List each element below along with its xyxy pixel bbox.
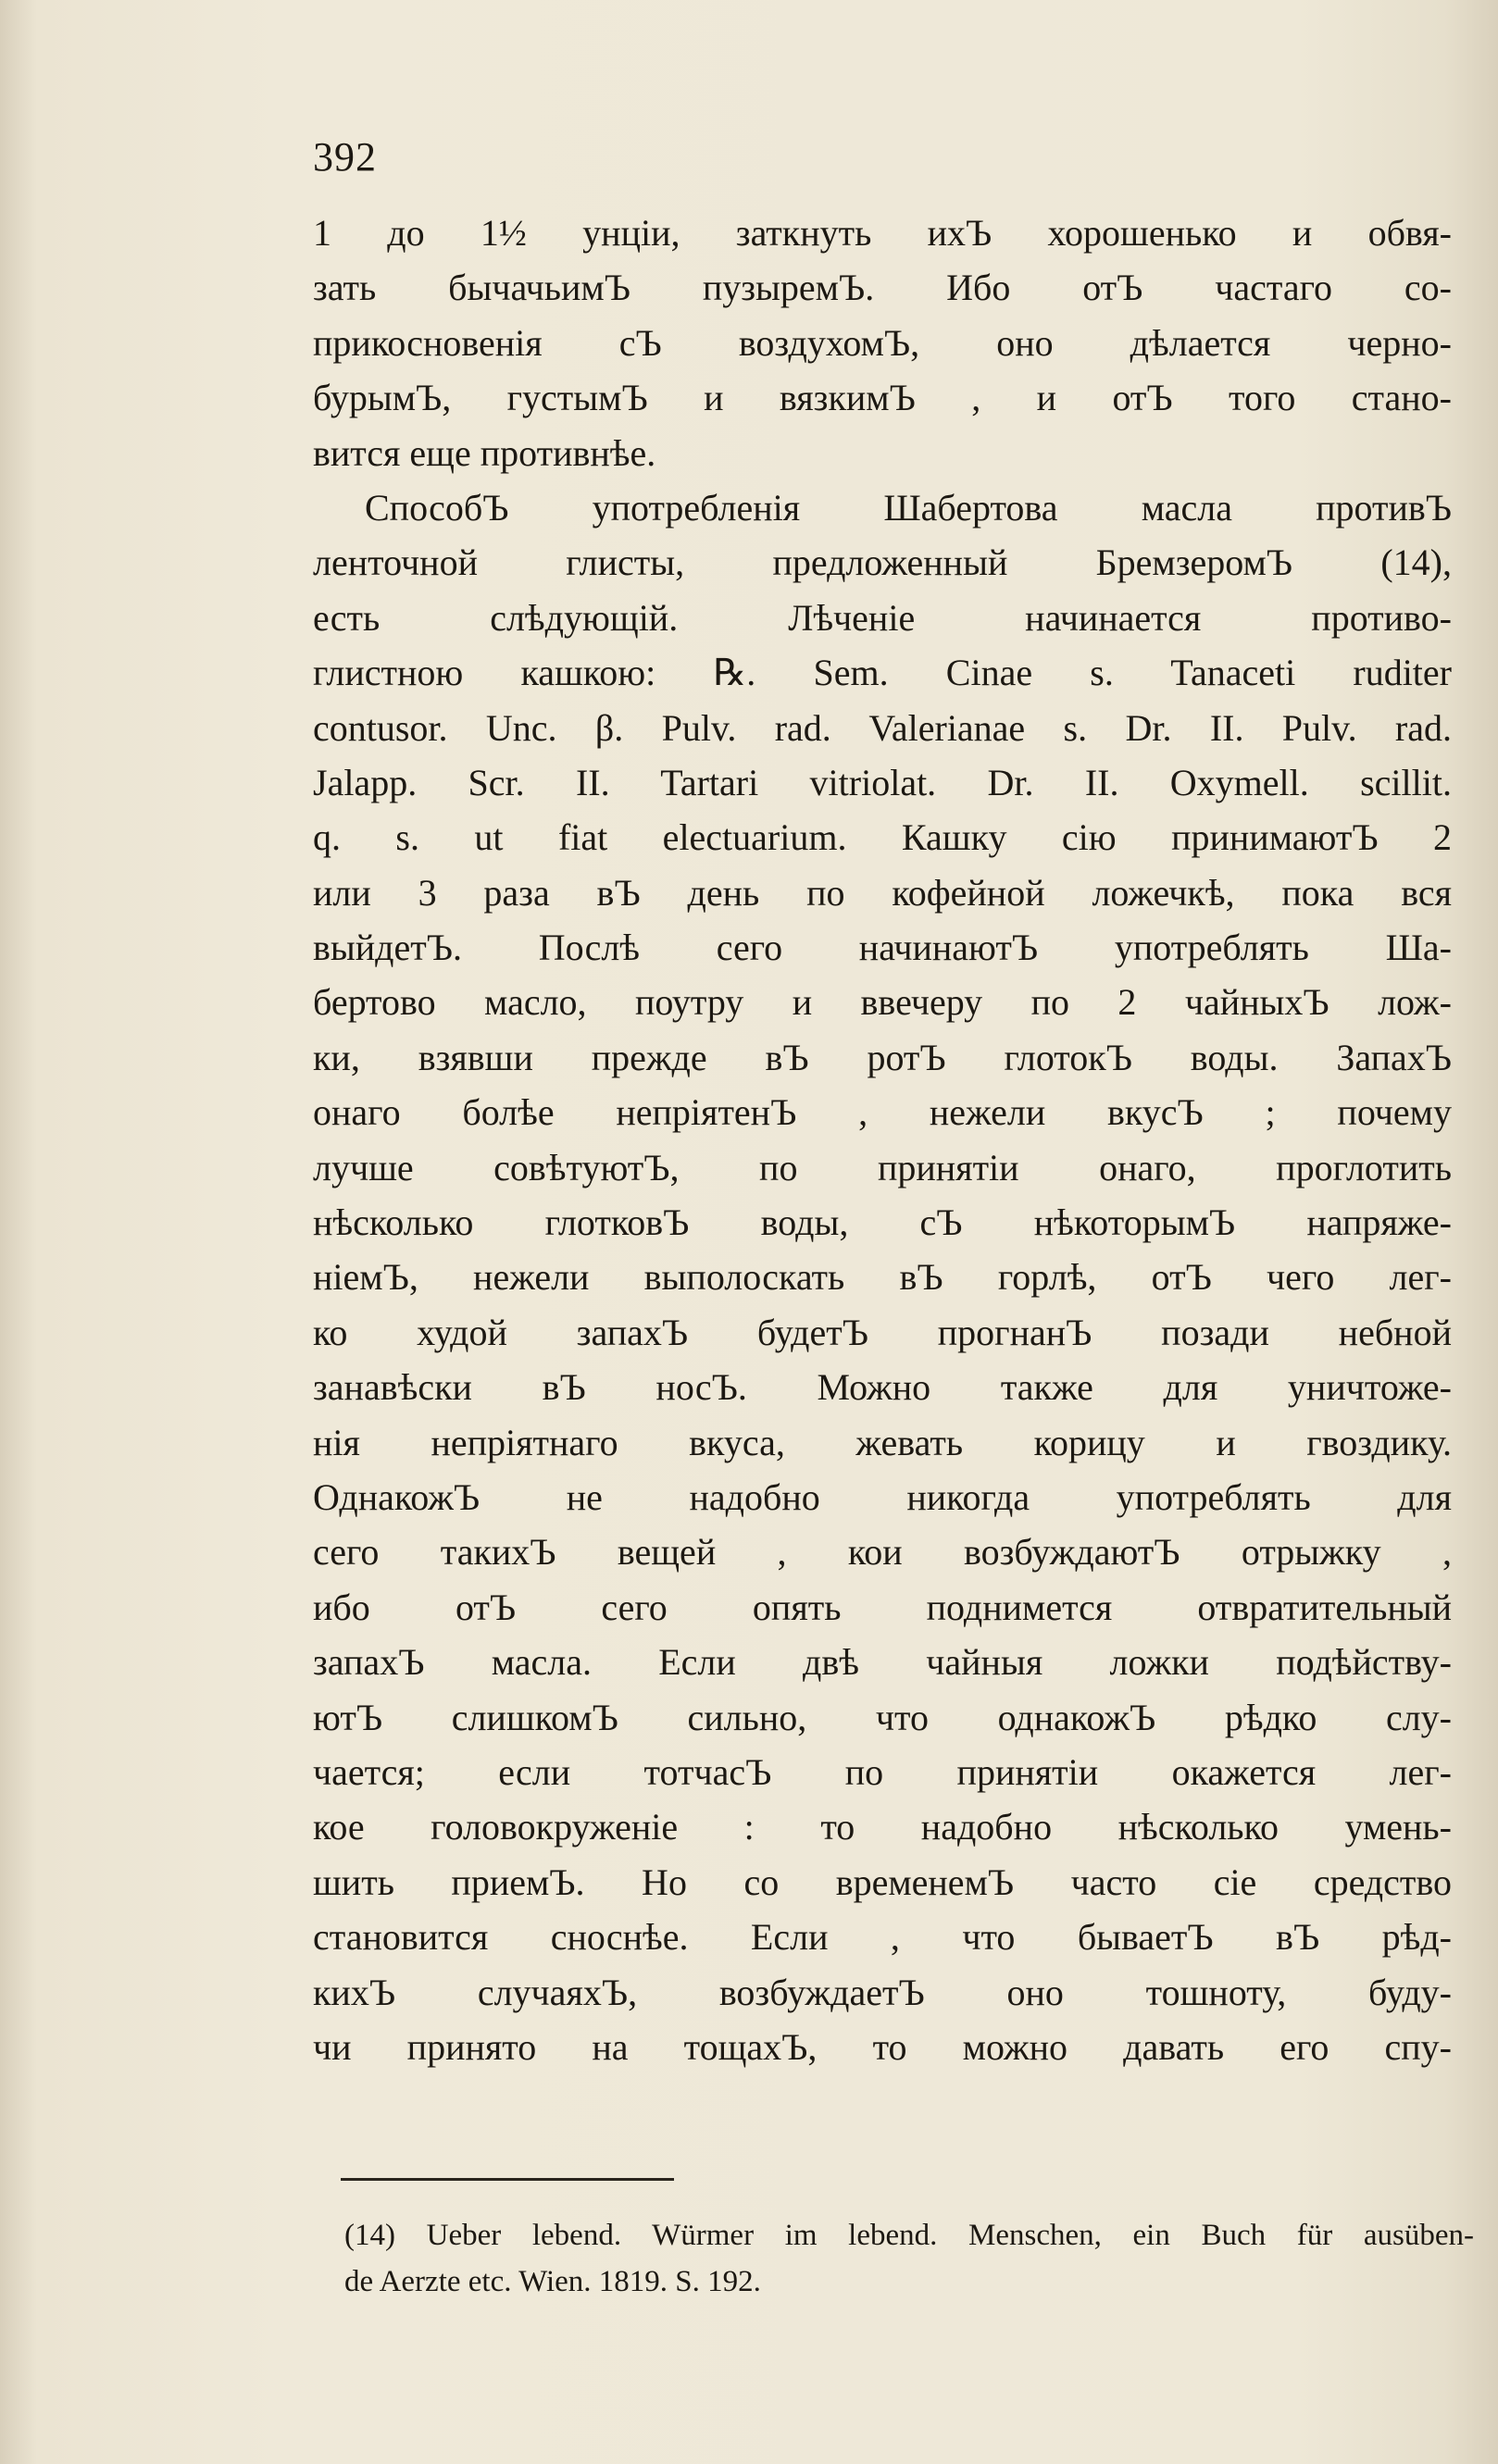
text-line: ОднакожЪ не надобно никогда употреблять для (313, 1475, 1452, 1518)
footnote-line: (14) Ueber lebend. Würmer im lebend. Menschen, ein Buch für ausüben- (344, 2219, 1474, 2252)
text-line: 1 до 1½ унціи, заткнуть ихЪ хорошенько и обвя- (313, 212, 1452, 254)
text-line: онаго болѣе непріятенЪ , нежели вкусЪ ; почему (313, 1091, 1452, 1134)
text-line: contusor. Unc. β. Pulv. rad. Valerianae s. Dr. II. Pulv. rad. (313, 706, 1452, 749)
text-line: ленточной глисты, предложенный БремзеромЪ (14), (313, 541, 1452, 584)
text-line: Jalapp. Scr. II. Tartari vitriolat. Dr. II. Oxymell. scillit. (313, 761, 1452, 803)
body-text (313, 205, 1452, 2074)
text-line: сего такихЪ вещей , кои возбуждаютЪ отрыжку , (313, 1531, 1452, 1574)
text-line: ибо отЪ сего опять поднимется отвратительный (313, 1586, 1452, 1628)
text-line: вится еще противнѣе. (313, 431, 656, 474)
text-line: ютЪ слишкомЪ сильно, что однакожЪ рѣдко слу- (313, 1696, 1452, 1738)
footnote-divider (341, 2178, 674, 2181)
text-line: бертово масло, поутру и ввечеру по 2 чайныхЪ лож- (313, 981, 1452, 1024)
text-line: шить приемЪ. Но со временемЪ часто сіе средство (313, 1860, 1452, 1903)
text-line: чи принято на тощахЪ, то можно давать его спу- (313, 2025, 1452, 2068)
text-line: лучше совѣтуютЪ, по принятіи онаго, проглотить (313, 1146, 1452, 1188)
text-line: становится сноснѣе. Если , что бываетЪ вЪ рѣд- (313, 1916, 1452, 1959)
text-line: или 3 раза вЪ день по кофейной ложечкѣ, пока вся (313, 871, 1452, 914)
text-line: СпособЪ употребленія Шабертова масла противЪ (365, 486, 1452, 529)
text-line: нія непріятнаго вкуса, жевать корицу и гвоздику. (313, 1421, 1452, 1463)
text-line: запахЪ масла. Если двѣ чайныя ложки подѣйству- (313, 1641, 1452, 1684)
text-line: кихЪ случаяхЪ, возбуждаетЪ оно тошноту, буду- (313, 1971, 1452, 2013)
text-line: глистною кашкою: ℞. Sem. Cinae s. Tanaceti ruditer (313, 652, 1452, 694)
text-line: ки, взявши прежде вЪ ротЪ глотокЪ воды. ЗапахЪ (313, 1036, 1452, 1078)
text-line: выйдетЪ. Послѣ сего начинаютЪ употреблять Ша- (313, 927, 1452, 969)
text-line: q. s. ut fiat electuarium. Кашку сію принимаютЪ 2 (313, 816, 1452, 859)
text-line: прикосновенія сЪ воздухомЪ, оно дѣлается черно- (313, 321, 1452, 364)
text-line: занавѣски вЪ носЪ. Можно также для уничтоже- (313, 1366, 1452, 1409)
text-line: ніемЪ, нежели выполоскать вЪ горлѣ, отЪ чего лег- (313, 1256, 1452, 1299)
text-line: ко худой запахЪ будетЪ прогнанЪ позади небной (313, 1311, 1452, 1353)
text-line: бурымЪ, густымЪ и вязкимЪ , и отЪ того стано- (313, 377, 1452, 419)
page-number: 392 (313, 134, 377, 180)
text-line: зать бычачьимЪ пузыремЪ. Ибо отЪ частаго со- (313, 267, 1452, 309)
text-line: есть слѣдующій. Лѣченіе начинается противо- (313, 596, 1452, 639)
text-line: нѣсколько глотковЪ воды, сЪ нѣкоторымЪ напряже- (313, 1201, 1452, 1244)
text-line: кое головокруженіе : то надобно нѣсколько умень- (313, 1806, 1452, 1848)
footnote (344, 2212, 1474, 2305)
text-line: чается; если тотчасЪ по принятіи окажется лег- (313, 1750, 1452, 1793)
footnote-line: de Aerzte etc. Wien. 1819. S. 192. (344, 2265, 761, 2298)
